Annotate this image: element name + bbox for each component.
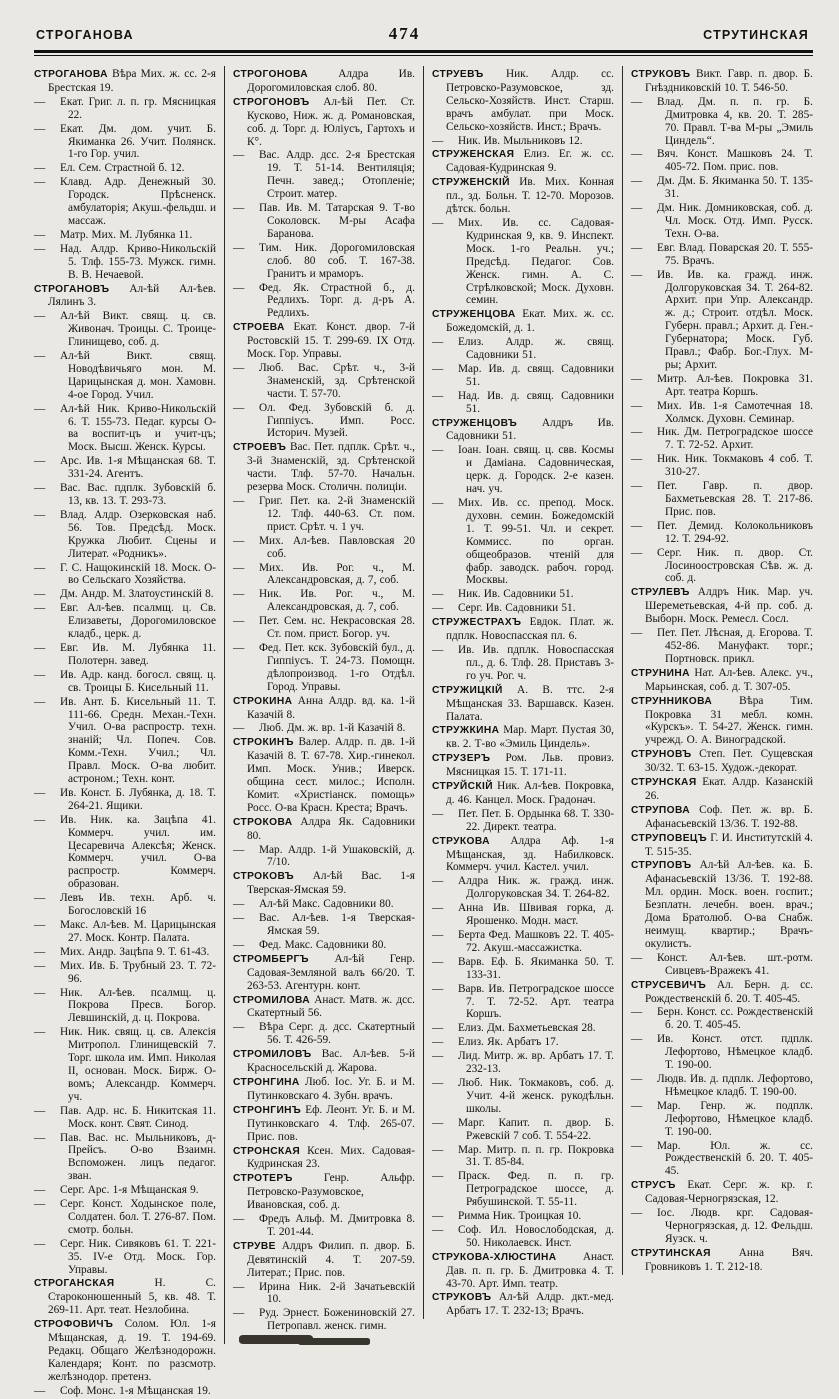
entry-dash: — xyxy=(34,508,46,521)
entry-dash: — xyxy=(233,281,245,294)
directory-entry: — Ив. Конст. отст. пдплк. Лефортово, Нѣмецкое кладб. Т. 190-00. xyxy=(631,1033,813,1072)
entry-dash: — xyxy=(34,1198,46,1211)
column-4 xyxy=(622,66,813,1275)
directory-entry: — Берта Фед. Машковъ 22. Т. 405-72. Акуш.-массажистка. xyxy=(432,929,614,954)
directory-entry: — Евг. Ив. М. Лубянка 11. Полотерн. завед. xyxy=(34,641,216,667)
entry-dash: — xyxy=(631,175,643,188)
directory-entry: — Ник. Ив. Садовники 51. xyxy=(432,588,574,601)
directory-entry: — Алдра Ник. ж. гражд. инж. Долгоруковская 34. Т. 264-82. xyxy=(432,875,614,901)
entry-surname: СТРОГОНОВА xyxy=(233,69,308,80)
entry-dash: — xyxy=(432,1076,444,1089)
entry-dash: — xyxy=(233,641,245,654)
directory-entry: — Пет. Пет. Лѣсная, д. Егорова. Т. 452-86. Мануфакт. торг.; Портновск. прикл. xyxy=(631,627,813,665)
directory-entry: СТРУЖИЦКІЙ А. В. ттс. 2-я Мѣщанская 33. Варшавск. Казен. Палата. xyxy=(432,683,614,723)
directory-entry: СТРОКИНЪ Валер. Алдр. п. дв. 1-й Казачій 8. Т. 67-78. Хир.-гинекол. Имп. Моск. Унив.; Иверск. община сест. милос.; Исполн. Комит. «Христіанск. помощь» Росс. О-ва Красн. Креста; Врачъ. xyxy=(233,736,415,814)
directory-entry: — Римма Ник. Троицкая 10. xyxy=(432,1210,582,1223)
directory-entry: СТРОНГИНА Люб. Іос. Уг. Б. и М. Путинковскаго 4. Зубн. врачъ. xyxy=(233,1075,415,1102)
directory-entry: СТРОЕВЪ Вас. Пет. пдплк. Срѣт. ч., 3-й Знаменскій, зд. Срѣтенской части. Тлф. 57-70. Начальн. резерва Моск. Столичн. полиціи. xyxy=(233,441,415,494)
directory-entry: — Ив. Адр. канд. богосл. свящ. ц. св. Троицы Б. Кисельный 11. xyxy=(34,668,216,694)
directory-entry: СТРУНСКАЯ Екат. Алдр. Казанскій 26. xyxy=(631,776,813,802)
entry-surname: СТРОГАНОВА xyxy=(34,69,108,80)
entry-dash: — xyxy=(34,402,46,415)
directory-entry: — Ал-ѣй Ник. Криво-Никольскій 6. Т. 155-73. Педаг. курсы О-ва воспит-цъ и учит-цъ; Моск. Высш. Женск. Курсы. xyxy=(34,402,216,454)
directory-entry: — Влад. Алдр. Озерковская наб. 56. Тов. Предсѣд. Моск. Кружка Любит. Сцены и Литерат. «Родникъ». xyxy=(34,508,216,560)
entry-dash: — xyxy=(631,241,643,254)
directory-entry: — Дм. Дм. Б. Якиманка 50. Т. 135-31. xyxy=(631,175,813,201)
entry-surname: СТРУННИКОВА xyxy=(631,695,713,707)
entry-dash: — xyxy=(233,843,245,856)
directory-entry: СТРУЖЕНСКІЙ Ив. Мих. Конная пл., зд. Больн. Т. 12-70. Морозов. дѣтск. больн. xyxy=(432,176,614,216)
directory-entry: СТРОГАНОВЪ Ал-ѣй Ал-ѣев. Лялинъ 3. xyxy=(34,282,216,309)
directory-entry: СТРОНСКАЯ Ксен. Мих. Садовая-Кудринская 23. xyxy=(233,1144,415,1171)
entry-dash: — xyxy=(34,95,46,108)
directory-entry: СТРОГАНОВА Вѣра Мих. ж. сс. 2-я Брестская 19. xyxy=(34,68,216,94)
entry-dash: — xyxy=(34,1384,46,1397)
directory-entry: — Мар. Алдр. 1-й Ушаковскій, д. 7/10. xyxy=(233,843,415,869)
directory-entry: — Вас. Вас. пдплк. Зубовскій б. 13, кв. 13. Т. 293-73. xyxy=(34,482,216,507)
entry-dash: — xyxy=(34,588,46,601)
entry-dash: — xyxy=(432,643,444,656)
directory-entry: — Екат. Дм. дом. учит. Б. Якиманка 26. Учит. Полянск. 1-го Гор. учил. xyxy=(34,122,216,161)
directory-entry: — Вас. Ал-ѣев. 1-я Тверская-Ямская 59. xyxy=(233,912,415,937)
columns xyxy=(34,66,813,1399)
directory-entry: СТРОКОВЪ Ал-ѣй Вас. 1-я Тверская-Ямская 59. xyxy=(233,870,415,897)
entry-dash: — xyxy=(233,1021,245,1034)
entry-dash: — xyxy=(631,453,643,466)
entry-surname: СТРУПОВА xyxy=(631,804,690,816)
directory-entry: — Серг. Ник. Сивяковъ 61. Т. 221-35. IV-е Отд. Моск. Гор. Управы. xyxy=(34,1237,216,1276)
entry-dash: — xyxy=(34,986,46,999)
entry-dash: — xyxy=(432,1143,444,1156)
entry-dash: — xyxy=(233,241,245,254)
entry-dash: — xyxy=(631,1033,643,1046)
directory-entry: — Пав. Ив. М. Татарская 9. Т-во Соколовск. М-ры Асафа Баранова. xyxy=(233,202,415,240)
directory-entry: СТРОМИЛОВЪ Вас. Ал-ѣев. 5-й Красносельскій д. Жарова. xyxy=(233,1048,415,1075)
entry-surname: СТРУЙСКІЙ xyxy=(432,781,493,793)
entry-dash: — xyxy=(34,813,46,826)
directory-entry: — Над. Ив. д. свящ. Садовники 51. xyxy=(432,389,614,415)
entry-surname: СТРУКОВЪ xyxy=(432,1292,492,1304)
entry-surname: СТРОКОВА xyxy=(233,816,293,828)
entry-surname: СТРУЕВЪ xyxy=(432,69,484,80)
entry-dash: — xyxy=(631,372,643,385)
entry-dash: — xyxy=(34,1026,46,1039)
directory-entry: СТРУЕВЪ Ник. Алдр. сс. Петровско-Разумовское, зд. Сельско-Хозяйств. Инст. Старш. врачъ амбулат. при Моск. Сельско-хозяйств. Инст.; Врачъ. xyxy=(432,68,614,133)
directory-entry: — Анна Ив. Швивая горка, д. Ярошенко. Модн. маст. xyxy=(432,902,614,928)
entry-dash: — xyxy=(34,242,46,255)
entry-dash: — xyxy=(631,1139,643,1152)
entry-surname: СТРОТЕРЪ xyxy=(233,1173,293,1185)
directory-entry: — Мих. Ив. сс. Садовая-Кудринская 9, кв. 9. Инспект. Моск. 1-го Реальн. уч.; Предсѣд. Педагог. Сов. Женск. гимн. А. С. Стрѣлковской; Моск. Духовн. семин. xyxy=(432,216,614,307)
directory-entry: — Мих. Ив. Рог. ч., М. Александровская, д. 7, соб. xyxy=(233,561,415,587)
directory-entry: — Елиз. Дм. Бахметьевская 28. xyxy=(432,1022,596,1035)
entry-dash: — xyxy=(432,444,444,457)
directory-entry: — Ол. Фед. Зубовскій б. д. Гиппіусъ. Имп. Росс. Историч. Музей. xyxy=(233,401,415,440)
entry-dash: — xyxy=(432,902,444,915)
directory-entry: — Ник. Ник. Токмаковъ 4 соб. Т. 310-27. xyxy=(631,453,813,479)
entry-dash: — xyxy=(631,480,643,493)
entry-dash: — xyxy=(432,588,444,601)
directory-entry: — Руд. Эрнест. Божениновскій 27. Петропавл. женск. гимн. xyxy=(233,1307,415,1333)
entry-surname: СТРОГОНОВЪ xyxy=(233,96,310,108)
entry-surname: СТРОМБЕРГЪ xyxy=(233,953,309,965)
entry-surname: СТРУЖЕНЦОВЪ xyxy=(432,417,518,429)
directory-entry: СТРУЖКИНА Мар. Март. Пустая 30, кв. 2. Т-во «Эмиль Циндель». xyxy=(432,724,614,751)
entry-dash: — xyxy=(631,268,643,281)
entry-surname: СТРУЖЕНЦОВА xyxy=(432,309,516,321)
entry-dash: — xyxy=(432,336,444,349)
entry-dash: — xyxy=(34,455,46,468)
column-3 xyxy=(423,66,622,1319)
directory-entry: СТРУЖЕНЦОВЪ Алдръ Ив. Садовники 51. xyxy=(432,416,614,443)
header-rule xyxy=(34,50,813,56)
entry-dash: — xyxy=(631,1072,643,1085)
entry-dash: — xyxy=(34,122,46,135)
entry-dash: — xyxy=(631,519,643,532)
directory-entry: — Ел. Сем. Страстной б. 12. xyxy=(34,162,185,175)
directory-entry: — Елиз. Як. Арбатъ 17. xyxy=(432,1036,559,1049)
directory-entry: СТРОМИЛОВА Анаст. Матв. ж. дсс. Скатертный 56. xyxy=(233,993,415,1020)
directory-entry: СТРУКОВЪ Ал-ѣй Алдр. дкт.-мед. Арбатъ 17. Т. 232-13; Врачъ. xyxy=(432,1291,614,1318)
entry-dash: — xyxy=(34,350,46,363)
directory-entry: — Влад. Дм. п. п. гр. Б. Дмитровка 4, кв. 20. Т. 285-70. Правл. Т-ва М-ры „Эмиль Циндель“. xyxy=(631,95,813,147)
directory-entry: — Фредъ Альф. М. Дмитровка 8. Т. 201-44. xyxy=(233,1213,415,1238)
entry-dash: — xyxy=(432,1170,444,1183)
entry-surname: СТРУНОВЪ xyxy=(631,749,692,761)
entry-dash: — xyxy=(34,786,46,799)
entry-dash: — xyxy=(233,1307,245,1320)
directory-entry: — Мар. Ив. д. свящ. Садовники 51. xyxy=(432,362,614,388)
entry-dash: — xyxy=(34,482,46,495)
directory-entry: СТРУТИНСКАЯ Анна Вяч. Гровниковъ 1. Т. 212-18. xyxy=(631,1246,813,1273)
directory-entry: — Мар. Юл. ж. сс. Рождественскій б. 20. Т. 405-45. xyxy=(631,1139,813,1178)
directory-entry: — Над. Алдр. Криво-Никольскій 5. Тлф. 155-73. Мужск. гимн. В. В. Нечаевой. xyxy=(34,242,216,281)
entry-dash: — xyxy=(631,426,643,439)
entry-dash: — xyxy=(432,875,444,888)
directory-entry: СТРОФОВИЧЪ Солом. Юл. 1-я Мѣщанская, д. 19. Т. 194-69. Редакц. Общаго Желѣзнодорожн. Календаря; Конт. по разсмотр. желѣзнодор. претенз. xyxy=(34,1318,216,1383)
entry-surname: СТРУКОВЪ xyxy=(631,69,691,80)
directory-entry: СТРОКИНА Анна Алдр. вд. ка. 1-й Казачій 8. xyxy=(233,694,415,721)
entry-surname: СТРОНСКАЯ xyxy=(233,1145,301,1157)
directory-entry: — Фед. Макс. Садовники 80. xyxy=(233,938,387,951)
directory-entry: СТРУКОВА-ХЛЮСТИНА Анаст. Дав. п. п. гр. Б. Дмитровка 4. Т. 43-70. Арт. Имп. театр. xyxy=(432,1250,614,1290)
directory-entry: — Дм. Ник. Домниковская, соб. д. Чл. Моск. Отд. Имп. Русск. Техн. О-ва. xyxy=(631,202,813,240)
entry-dash: — xyxy=(432,982,444,995)
entry-dash: — xyxy=(432,362,444,375)
directory-entry: — Людв. Ив. д. пдплк. Лефортово, Нѣмецкое кладб. Т. 190-00. xyxy=(631,1072,813,1098)
entry-surname: СТРОНГИНА xyxy=(233,1076,300,1088)
entry-dash: — xyxy=(233,912,245,925)
entry-dash: — xyxy=(34,162,46,175)
directory-entry: — Серг. Конст. Ходынское поле, Солдатен. бол. Т. 276-87. Пом. смотр. больн. xyxy=(34,1198,216,1236)
directory-entry: СТРУНИНА Нат. Ал-ѣев. Алекс. уч., Марьинская, соб. д. Т. 307-05. xyxy=(631,666,813,693)
directory-entry: СТРУКОВЪ Викт. Гавр. п. двор. Б. Гнѣздниковскій 10. Т. 546-50. xyxy=(631,68,813,94)
directory-entry: — Мих. Ив. сс. препод. Моск. духовн. семин. Божедомскій 1. Т. 99-51. Чл. и секрет. Коммисс. по орган. общеобразов. чтеній для фабр. заводск. рабоч. город. Москвы. xyxy=(432,497,614,587)
entry-dash: — xyxy=(233,534,245,547)
directory-entry: — Мар. Генр. ж. подплк. Лефортово, Нѣмецкое кладб. Т. 190-00. xyxy=(631,1099,813,1138)
entry-surname: СТРУЖКИНА xyxy=(432,725,500,737)
directory-entry: СТРУЗЕРЪ Ром. Льв. провиз. Мясницкая 15. Т. 171-11. xyxy=(432,752,614,779)
directory-entry: — Матр. Мих. М. Лубянка 11. xyxy=(34,228,193,241)
directory-entry: — Фед. Як. Страстной б., д. Редлихъ. Торг. д. д-ръ А. Редлихъ. xyxy=(233,281,415,320)
entry-dash: — xyxy=(233,202,245,215)
directory-entry: СТРУЛЕВЪ Алдръ Ник. Мар. уч. Шереметьевская, 4-й пр. соб. д. Выборн. Моск. Ремесл. Сосл. xyxy=(631,586,813,626)
directory-entry: — Люб. Ник. Токмаковъ, соб. д. Учит. 4-й женск. рукодѣльн. школы. xyxy=(432,1076,614,1115)
entry-dash: — xyxy=(432,1210,444,1223)
directory-entry: — Конст. Ал-ѣев. шт.-ротм. Сивцевъ-Вражекъ 41. xyxy=(631,951,813,977)
entry-surname: СТРУПОВЕЦЪ xyxy=(631,832,708,844)
directory-entry: — Ив. Ив. пдплк. Новоспасская пл., д. 6. Тлф. 28. Приставъ 3-го уч. Рог. ч. xyxy=(432,643,614,682)
directory-entry: СТРУСЕВИЧЪ Ал. Берн. д. сс. Рождественскій б. 20. Т. 405-45. xyxy=(631,978,813,1005)
entry-dash: — xyxy=(34,602,46,615)
directory-entry: СТРОГОНОВЪ Ал-ѣй Пет. Ст. Кусково, Ниж. ж. д. Романовская, соб. д. Торг. д. Юліусъ, Гартохъ и К°. xyxy=(233,95,415,148)
directory-entry: — Пет. Демид. Колокольниковъ 12. Т. 294-92. xyxy=(631,519,813,545)
directory-entry: — Тим. Ник. Дорогомиловская слоб. 80 соб. Т. 167-38. Гранитъ и мраморъ. xyxy=(233,241,415,280)
entry-dash: — xyxy=(233,1280,245,1293)
entry-dash: — xyxy=(432,1036,444,1049)
directory-entry: — Соф. Монс. 1-я Мѣщанская 19. xyxy=(34,1384,211,1397)
directory-entry: — Фед. Пет. кск. Зубовскій бул., д. Гиппіусъ. Т. 24-73. Помощн. дѣлопроизвод. 1-го Отдѣл. Город. Управы. xyxy=(233,641,415,693)
entry-surname: СТРУСЪ xyxy=(631,1180,676,1192)
entry-surname: СТРОМИЛОВЪ xyxy=(233,1049,312,1061)
entry-surname: СТРУЖИЦКІЙ xyxy=(432,684,503,696)
directory-entry: СТРУНОВЪ Степ. Пет. Сущевская 30/32. Т. 63-15. Худож.-декорат. xyxy=(631,748,813,775)
directory-entry: — Арс. Ив. 1-я Мѣщанская 68. Т. 331-24. Агентъ. xyxy=(34,455,216,481)
directory-entry: — Мих. Ив. Б. Трубный 23. Т. 72-96. xyxy=(34,959,216,985)
entry-dash: — xyxy=(34,561,46,574)
directory-entry: СТРОКОВА Алдра Як. Садовники 80. xyxy=(233,815,415,842)
entry-dash: — xyxy=(34,1104,46,1117)
directory-entry: — Григ. Пет. ка. 2-й Знаменскій 12. Тлф. 440-63. Ст. пом. прист. Срѣт. ч. 1 уч. xyxy=(233,495,415,533)
directory-entry: — Пав. Адр. нс. Б. Никитская 11. Моск. конт. Свят. Синод. xyxy=(34,1104,216,1130)
header-left-keyword: СТРОГАНОВА xyxy=(36,28,134,42)
directory-entry: СТРОТЕРЪ Генр. Альфр. Петровско-Разумовское, Ивановская, соб. д. xyxy=(233,1172,415,1212)
entry-dash: — xyxy=(34,945,46,958)
directory-entry: — Ив. Ник. ка. Зацѣпа 41. Коммерч. учил. им. Цесаревича Алексѣя; Женск. Коммерч. учил. О-ва распростр. Коммерч. образован. xyxy=(34,813,216,891)
directory-entry: СТРУВЕ Алдръ Филип. п. двор. Б. Девятинскій 4. Т. 207-59. Литерат.; Прис. пов. xyxy=(233,1239,415,1279)
entry-dash: — xyxy=(432,1022,444,1035)
directory-entry: — Евг. Ал-ѣев. псалмщ. ц. Св. Елизаветы, Дорогомиловское кладб., церк. д. xyxy=(34,602,216,641)
directory-entry: — Митр. Ал-ѣев. Покровка 31. Арт. театра Коршъ. xyxy=(631,372,813,398)
directory-entry: — Пет. Сем. нс. Некрасовская 28. Ст. пом. прист. Богор. уч. xyxy=(233,615,415,641)
directory-entry: — Соф. Ил. Новослободская, д. 50. Николаевск. Инст. xyxy=(432,1223,614,1249)
entry-surname: СТРУЗЕРЪ xyxy=(432,753,491,765)
directory-entry: СТРУСЪ Екат. Серг. ж. кр. г. Садовая-Черногрязская, 12. xyxy=(631,1179,813,1206)
entry-dash: — xyxy=(432,807,444,820)
entry-dash: — xyxy=(432,955,444,968)
entry-dash: — xyxy=(432,134,444,147)
entry-surname: СТРУЖЕНСКІЙ xyxy=(432,177,510,189)
directory-entry: — Ал-ѣй Макс. Садовники 80. xyxy=(233,898,394,911)
entry-dash: — xyxy=(631,951,643,964)
directory-entry: — Ив. Ив. ка. гражд. инж. Долгоруковская 34. Т. 264-82. Архит. при Упр. Александр. ж. д.; Строит. отдѣл. Моск. Губерн. правл.; Архит. д. Ген.-Губернатора; Моск. Губ. Правл.; Фабр. Бог.-Глух. М-ры; Архит. xyxy=(631,268,813,371)
directory-entry: — Лид. Митр. ж. вр. Арбатъ 17. Т. 232-13. xyxy=(432,1050,614,1076)
directory-entry: — Ал-ѣй Викт. свящ. ц. св. Живонач. Троицы. С. Троице-Глинищево, соб. д. xyxy=(34,310,216,349)
directory-entry: — Ник. Ив. Рог. ч., М. Александровская, д. 7, соб. xyxy=(233,588,415,614)
entry-dash: — xyxy=(631,627,643,640)
column-2 xyxy=(224,66,423,1344)
entry-dash: — xyxy=(432,389,444,402)
directory-entry: — Пет. Гавр. п. двор. Бахметьевская 28. Т. 217-86. Прис. пов. xyxy=(631,480,813,518)
directory-entry: СТРУЙСКІЙ Ник. Ал-ѣев. Покровка, д. 46. Канцел. Моск. Градонач. xyxy=(432,780,614,806)
entry-dash: — xyxy=(233,1213,245,1226)
entry-dash: — xyxy=(631,1207,643,1220)
directory-entry: — Екат. Григ. л. п. гр. Мясницкая 22. xyxy=(34,95,216,121)
page-number: 474 xyxy=(388,24,421,43)
directory-entry: СТРУЖЕНЦОВА Екат. Мих. ж. сс. Божедомскій, д. 1. xyxy=(432,308,614,335)
directory-entry: — Евг. Влад. Поварская 20. Т. 555-75. Врачъ. xyxy=(631,241,813,267)
directory-entry: — Г. С. Нащокинскій 18. Моск. О-во Сельскаго Хозяйства. xyxy=(34,561,216,587)
entry-dash: — xyxy=(432,1116,444,1129)
entry-surname: СТРОФОВИЧЪ xyxy=(34,1319,114,1331)
directory-entry: СТРУПОВА Соф. Пет. ж. вр. Б. Афанасьевскій 13/36. Т. 192-88. xyxy=(631,803,813,830)
directory-entry: — Варв. Ив. Петроградское шоссе 7. Т. 72-52. Арт. театра Коршъ. xyxy=(432,982,614,1021)
entry-surname: СТРОКОВЪ xyxy=(233,871,294,883)
directory-entry: СТРУПОВЪ Ал-ѣй Ал-ѣев. ка. Б. Афанасьевскій 13/36. Т. 192-88. Мл. ордин. Моск. воен. госпит.; Безплатн. лечебн. воен. врач.; Дома Братолюб. О-ва Снабж. неимущ. квартир.; Врачъ-окулистъ. xyxy=(631,859,813,950)
directory-entry: — Ник. Ив. Мыльниковъ 12. xyxy=(432,134,583,147)
entry-dash: — xyxy=(34,959,46,972)
directory-entry: СТРОЕВА Екат. Конст. двор. 7-й Ростовскій 15. Т. 299-69. IX Отд. Моск. Гор. Управы. xyxy=(233,321,415,361)
entry-surname: СТРУВЕ xyxy=(233,1240,276,1252)
entry-dash: — xyxy=(34,919,46,931)
entry-surname: СТРОЕВЪ xyxy=(233,442,287,454)
entry-surname: СТРОГАНСКАЯ xyxy=(34,1278,115,1290)
entry-dash: — xyxy=(233,588,245,601)
entry-surname: СТРОНГИНЪ xyxy=(233,1104,302,1116)
entry-surname: СТРОКИНА xyxy=(233,695,293,707)
entry-surname: СТРОЕВА xyxy=(233,322,285,334)
entry-dash: — xyxy=(432,602,444,615)
directory-entry: СТРУКОВА Алдра Аф. 1-я Мѣщанская, зд. Набилковск. Коммерч. учил. Кастел. учил. xyxy=(432,834,614,874)
directory-entry: — Левъ Ив. техн. Арб. ч. Богословскій 16 xyxy=(34,892,216,918)
entry-dash: — xyxy=(631,399,643,412)
directory-entry: СТРУЖЕСТРАХЪ Евдок. Плат. ж. пдплк. Новоспасская пл. 6. xyxy=(432,616,614,643)
entry-surname: СТРУТИНСКАЯ xyxy=(631,1247,711,1259)
directory-entry: — Ник. Ал-ѣев. псалмщ. ц. Покрова Пресв. Богор. Левшинскій, д. ц. Покрова. xyxy=(34,986,216,1025)
entry-dash: — xyxy=(233,938,245,951)
directory-entry: — Ив. Конст. Б. Лубянка, д. 18. Т. 264-21. Ящики. xyxy=(34,786,216,812)
entry-surname: СТРУСЕВИЧЪ xyxy=(631,979,707,991)
entry-surname: СТРУЖЕНСКАЯ xyxy=(432,149,515,161)
entry-dash: — xyxy=(34,176,46,189)
entry-dash: — xyxy=(34,1184,46,1197)
entry-dash: — xyxy=(631,1099,643,1112)
entry-surname: СТРОКИНЪ xyxy=(233,737,294,749)
entry-dash: — xyxy=(432,929,444,941)
entry-surname: СТРОМИЛОВА xyxy=(233,994,310,1006)
directory-entry: СТРОМБЕРГЪ Ал-ѣй Генр. Садовая-Земляной валъ 66/20. Т. 263-53. Агентурн. конт. xyxy=(233,952,415,992)
entry-dash: — xyxy=(34,695,46,708)
entry-dash: — xyxy=(34,228,46,241)
directory-entry: СТРОГОНОВА Алдра Ив. Дорогомиловская слоб. 80. xyxy=(233,68,415,94)
header-right-keyword: СТРУТИНСКАЯ xyxy=(703,28,809,42)
entry-dash: — xyxy=(34,641,46,654)
directory-entry: — Дм. Андр. М. Златоустинскій 8. xyxy=(34,588,214,601)
directory-entry: — Вяч. Конст. Машковъ 24. Т. 405-72. Пом. прис. пов. xyxy=(631,148,813,174)
directory-entry: — Мар. Митр. п. п. гр. Покровка 31. Т. 85-84. xyxy=(432,1143,614,1169)
directory-entry: — Клавд. Адр. Денежный 30. Городск. Прѣсненск. амбулаторія; Акуш.-фельдш. и массаж. xyxy=(34,176,216,227)
entry-surname: СТРУЖЕСТРАХЪ xyxy=(432,617,522,629)
running-header xyxy=(34,24,813,50)
directory-entry: СТРУПОВЕЦЪ Г. И. Институтскій 4. Т. 515-35. xyxy=(631,831,813,858)
entry-surname: СТРУКОВА-ХЛЮСТИНА xyxy=(432,1251,557,1263)
directory-entry: — Серг. Ив. Садовники 51. xyxy=(432,602,576,615)
directory-entry: — Іоан. Іоан. свящ. ц. свв. Космы и Даміана. Садовническая, церк. д. Городск. 2-е казен. нач. уч. xyxy=(432,444,614,496)
entry-dash: — xyxy=(233,495,245,507)
directory-entry: — Мих. Ал-ѣев. Павловская 20 соб. xyxy=(233,534,415,560)
entry-dash: — xyxy=(34,668,46,681)
directory-entry: — Вѣра Серг. д. дсс. Скатертный 56. Т. 426-59. xyxy=(233,1021,415,1047)
directory-entry: — Ник. Дм. Петроградское шоссе 7. Т. 72-52. Архит. xyxy=(631,426,813,452)
directory-entry: — Серг. Ник. п. двор. Ст. Лосиноостровская Сѣв. ж. д. соб. д. xyxy=(631,546,813,585)
directory-entry: — Серг. Арс. 1-я Мѣщанская 9. xyxy=(34,1184,199,1197)
directory-entry: — Марг. Капит. п. двор. Б. Ржевскій 7 соб. Т. 554-22. xyxy=(432,1116,614,1142)
entry-dash: — xyxy=(631,202,643,215)
directory-entry: СТРУННИКОВА Вѣра Тим. Покровка 31 мебл. комн. «Курскъ». Т. 54-27. Женск. гимн. учрежд. О. А. Виноградской. xyxy=(631,694,813,747)
entry-dash: — xyxy=(233,401,245,414)
entry-dash: — xyxy=(233,615,245,628)
entry-dash: — xyxy=(233,361,245,374)
directory-entry: СТРОНГИНЪ Еф. Леонт. Уг. Б. и М. Путинковскаго 4. Тлф. 265-07. Прис. пов. xyxy=(233,1103,415,1143)
directory-entry: — Праск. Фед. п. п. гр. Петроградское шоссе, д. Рябушинской. Т. 55-11. xyxy=(432,1170,614,1209)
directory-entry: — Ник. Ник. свящ. ц. св. Алексія Митропол. Глинищевскій 7. Торг. школа им. Имп. Николая II, основан. Моск. Бирж. О-вомъ; Александр. Коммерч. уч. xyxy=(34,1026,216,1103)
directory-entry: — Макс. Ал-ѣев. М. Царицынская 27. Моск. Контр. Палата. xyxy=(34,919,216,944)
entry-surname: СТРУНСКАЯ xyxy=(631,777,697,789)
directory-entry: СТРОГАНСКАЯ Н. С. Староконюшенный 5, кв. 48. Т. 269-11. Арт. теат. Незлобина. xyxy=(34,1277,216,1317)
directory-entry: — Вас. Алдр. дсс. 2-я Брестская 19. Т. 51-14. Вентиляція; Печн. завед.; Отопленіе; Строит. матер. xyxy=(233,149,415,201)
entry-dash: — xyxy=(631,1006,643,1019)
entry-dash: — xyxy=(432,1223,444,1236)
entry-surname: СТРУКОВА xyxy=(432,835,490,847)
directory-entry: — Люб. Дм. ж. вр. 1-й Казачій 8. xyxy=(233,722,406,735)
entry-surname: СТРУПОВЪ xyxy=(631,860,692,872)
directory-entry: — Ал-ѣй Викт. свящ. Новодѣвичьяго мон. М. Царицынская д. мон. Хамовн. 4-ое Город. Учил. xyxy=(34,350,216,401)
entry-surname: СТРОГАНОВЪ xyxy=(34,283,110,295)
entry-dash: — xyxy=(432,497,444,509)
directory-entry: — Люб. Вас. Срѣт. ч., 3-й Знаменскій, зд. Срѣтенской части. Т. 57-70. xyxy=(233,361,415,400)
entry-dash: — xyxy=(631,546,643,559)
directory-entry: — Варв. Еф. Б. Якиманка 50. Т. 133-31. xyxy=(432,955,614,981)
directory-entry: — Пав. Вас. нс. Мыльниковъ, д-Прейсъ. О-во Взаимн. Вспоможен. лицъ педагог. зван. xyxy=(34,1131,216,1183)
entry-dash: — xyxy=(631,95,643,108)
entry-surname: СТРУЛЕВЪ xyxy=(631,587,690,599)
entry-dash: — xyxy=(34,1131,46,1144)
entry-dash: — xyxy=(233,561,245,574)
entry-dash: — xyxy=(432,216,444,229)
directory-entry: — Пет. Пет. Б. Ордынка 68. Т. 330-22. Директ. театра. xyxy=(432,807,614,833)
entry-surname: СТРУНИНА xyxy=(631,667,690,679)
directory-entry: — Мих. Ив. 1-я Самотечная 18. Холмск. Духовн. Семинар. xyxy=(631,399,813,425)
entry-dash: — xyxy=(432,1050,444,1063)
entry-dash: — xyxy=(34,1237,46,1250)
directory-entry: — Елиз. Алдр. ж. свящ. Садовники 51. xyxy=(432,336,614,362)
directory-entry: — Мих. Андр. Зацѣпа 9. Т. 61-43. xyxy=(34,945,210,958)
entry-dash: — xyxy=(233,722,245,735)
entry-dash: — xyxy=(34,310,46,323)
directory-entry: — Іос. Людв. крг. Садовая-Черногрязская, д. 12. Фельдш. Яузск. ч. xyxy=(631,1207,813,1245)
directory-entry: — Берн. Конст. сс. Рождественскій б. 20. Т. 405-45. xyxy=(631,1006,813,1032)
column-1 xyxy=(34,66,224,1399)
entry-dash: — xyxy=(233,149,245,162)
directory-entry: — Ив. Ант. Б. Кисельный 11. Т. 111-66. Средн. Механ.-Техн. Учил. О-ва распростр. техн. знаній; Чл. Попеч. Сов. Комм.-Техн. Учил.; Чл. Правл. Моск. О-ва любит. астроном.; Техн. конт. xyxy=(34,695,216,786)
directory-entry: СТРУЖЕНСКАЯ Елиз. Ег. ж. сс. Садовая-Кудринская 9. xyxy=(432,148,614,175)
entry-dash: — xyxy=(631,148,643,161)
directory-entry: — Ирина Ник. 2-й Зачатьевскій 10. xyxy=(233,1280,415,1306)
entry-dash: — xyxy=(233,898,245,911)
entry-dash: — xyxy=(34,892,46,905)
